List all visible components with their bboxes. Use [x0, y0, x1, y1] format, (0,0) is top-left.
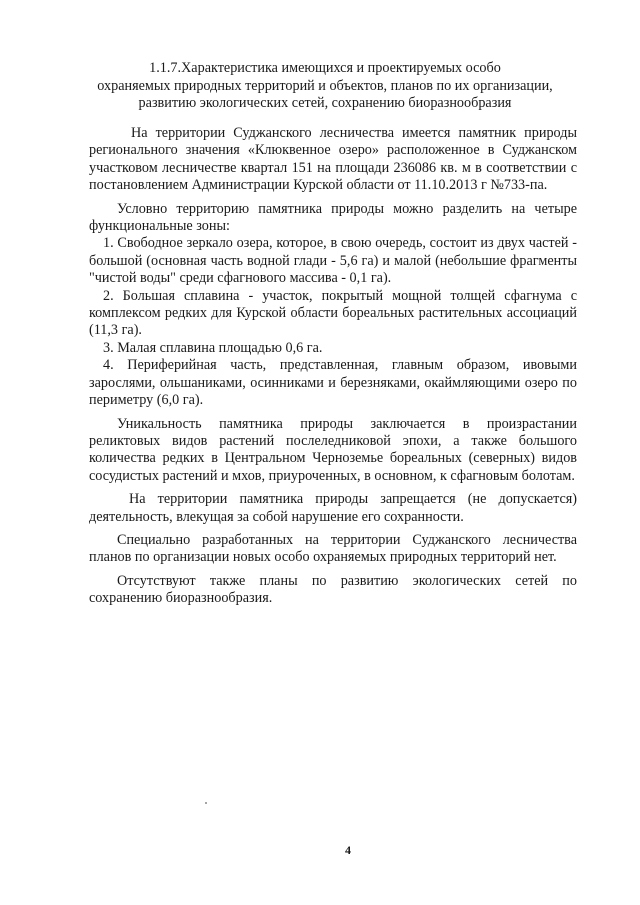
paragraph-functional-zones: Условно территорию памятника природы можно разделить на четыре функциональные зоны:	[89, 200, 577, 235]
list-item-zone-3: 3. Малая сплавина площадью 0,6 га.	[103, 339, 323, 356]
list-item-zone-1: 1. Свободное зеркало озера, которое, в свою очередь, состоит из двух частей - большой (основная часть водной глади - 5,6 га) и малой (небольшие фрагменты "чистой воды" среди сфагнового массива - 0,1 га).	[89, 235, 577, 287]
heading-line-1: 1.1.7.Характеристика имеющихся и проектируемых особо	[149, 60, 501, 76]
paragraph-no-plans: Специально разработанных на территории Суджанского лесничества планов по организации новых особо охраняемых природных территорий нет.	[89, 531, 577, 566]
document-body	[89, 125, 577, 614]
paragraph-monument-intro: На территории Суджанского лесничества имеется памятник природы регионального значения «Клюквенное озеро» расположенное в Суджанском участковом лесничестве квартал 151 на площади 236086 кв. м в соответствии с постановлением Администрации Курской области от 11.10.2013 г №733-па.	[89, 125, 577, 194]
page-number: 4	[345, 843, 351, 857]
heading-line-2: охраняемых природных территорий и объектов, планов по их организации,	[97, 77, 553, 94]
section-heading	[60, 60, 590, 113]
scan-speck	[205, 802, 207, 804]
paragraph-prohibition: На территории памятника природы запрещается (не допускается) деятельность, влекущая за собой нарушение его сохранности.	[89, 491, 577, 525]
list-item-zone-4: 4. Периферийная часть, представленная, главным образом, ивовыми зарослями, ольшаниками, осинниками и березняками, окаймляющими озеро по периметру (6,0 га).	[89, 357, 577, 409]
list-item-zone-2: 2. Большая сплавина - участок, покрытый мощной толщей сфагнума с комплексом редких для Курской области бореальных растительных ассоциаций (11,3 га).	[89, 287, 577, 339]
paragraph-no-ecological-networks: Отсутствуют также планы по развитию экологических сетей по сохранению биоразнообразия.	[89, 572, 577, 607]
heading-line-3: развитию экологических сетей, сохранению биоразнообразия	[138, 95, 512, 111]
paragraph-uniqueness: Уникальность памятника природы заключается в произрастании реликтовых видов растений послеледниковой эпохи, а также большого количества редких в Центральном Черноземье бореальных (северных) видов сосудистых растений и мхов, приуроченных, в основном, к сфагновым болотам.	[89, 415, 577, 484]
